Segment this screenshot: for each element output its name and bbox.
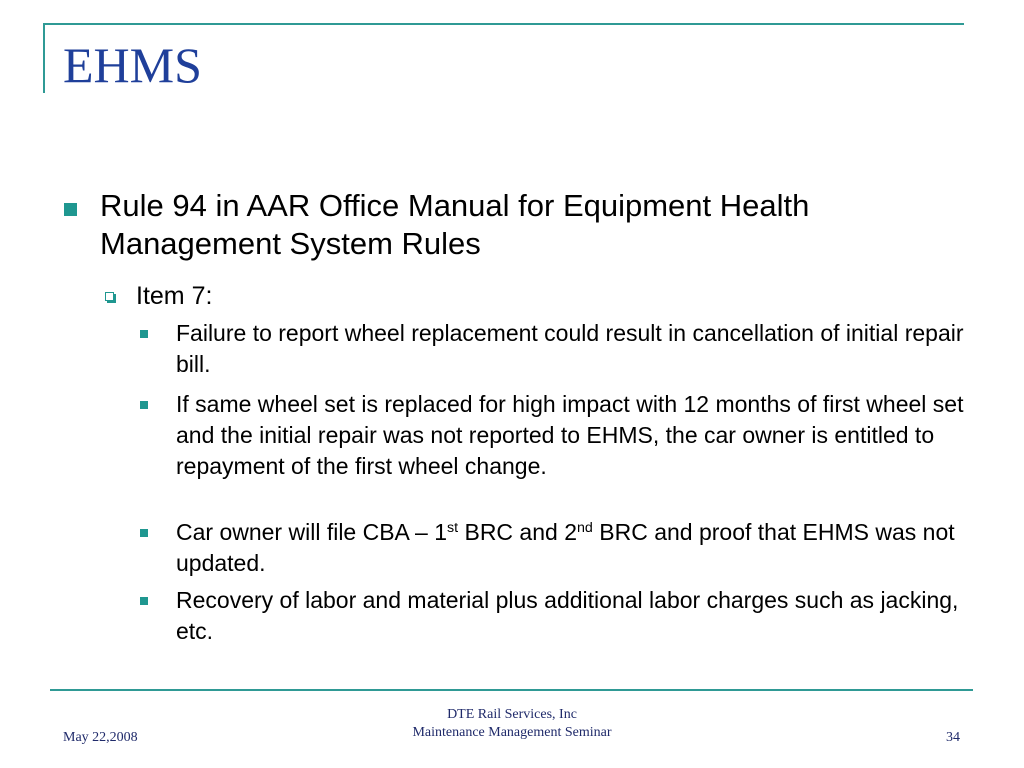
list-item: If same wheel set is replaced for high impact with 12 months of first wheel set and the initial repair was not reported to EHMS, the car owner is entitled to repayment of the first wheel change. <box>176 391 964 479</box>
small-square-bullet-icon <box>140 401 148 409</box>
footer-date: May 22,2008 <box>63 730 138 745</box>
small-square-bullet-icon <box>140 529 148 537</box>
list-item-text-part: BRC and proof that EHMS was not updated. <box>176 519 955 576</box>
superscript-st: st <box>447 520 459 537</box>
bullet-level1-text: Rule 94 in AAR Office Manual for Equipment Health Management System Rules <box>100 188 810 261</box>
footer-center-text <box>362 706 662 742</box>
top-border-line <box>43 23 964 25</box>
footer-divider-line <box>50 689 973 691</box>
superscript-nd: nd <box>577 520 593 537</box>
slide-title: EHMS <box>63 37 202 93</box>
hollow-square-bullet-icon <box>105 292 114 301</box>
page-number: 34 <box>946 730 960 745</box>
list-item: Failure to report wheel replacement could result in cancellation of initial repair bill. <box>176 320 964 377</box>
footer-company: DTE Rail Services, Inc <box>447 707 577 722</box>
list-item <box>176 517 971 579</box>
small-square-bullet-icon <box>140 597 148 605</box>
bullet-level2-text: Item 7: <box>136 282 213 310</box>
left-border-line <box>43 23 45 93</box>
small-square-bullet-icon <box>140 330 148 338</box>
list-item-text-part: Car owner will file CBA – 1 <box>176 519 447 545</box>
footer-event: Maintenance Management Seminar <box>412 725 612 740</box>
list-item: Recovery of labor and material plus additional labor charges such as jacking, etc. <box>176 587 959 644</box>
square-bullet-icon <box>64 203 77 216</box>
list-item-text-part: BRC and 2 <box>458 519 577 545</box>
